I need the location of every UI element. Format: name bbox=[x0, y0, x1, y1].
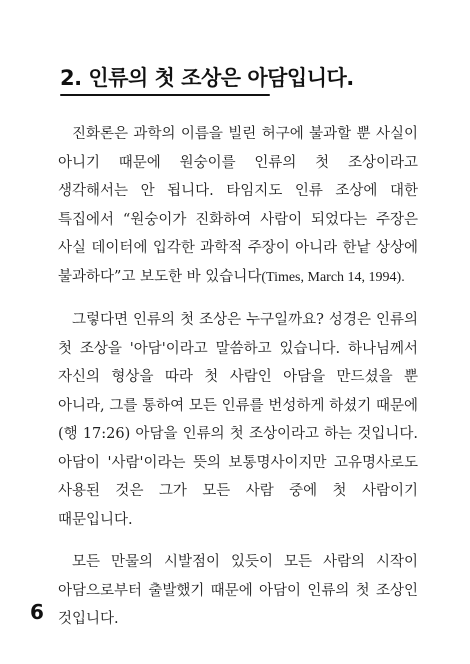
paragraph-2-text: 그렇다면 인류의 첫 조상은 누구일까요? 성경은 인류의 첫 조상을 '아담'이라고 말씀하고 있습니다. 하나님께서 자신의 형상을 따라 첫 사람인 아담을 만드셨을 뿐 아니라, 그를 통하여 모든 인류를 번성하게 하셨기 때문에(행 17:26) 아담을 인류의 첫 조상이라고 하는 것입니다. 아담이 '사람'이라는 뜻의 보통명사이지만 고유명사로도 사용된 것은 그가 모든 사람 중에 첫 사람이기 때문입니다. bbox=[58, 312, 418, 528]
paragraph-1 bbox=[58, 120, 418, 292]
paragraph-3 bbox=[58, 548, 418, 634]
heading-underline bbox=[60, 94, 270, 96]
body-text bbox=[58, 120, 418, 648]
paragraph-3-text: 모든 만물의 시발점이 있듯이 모든 사람의 시작이 아담으로부터 출발했기 때문에 아담이 인류의 첫 조상인 것입니다. bbox=[58, 554, 418, 627]
paragraph-1-citation: (Times, March 14, 1994). bbox=[261, 269, 405, 285]
paragraph-1-text: 진화론은 과학의 이름을 빌린 허구에 불과할 뿐 사실이 아니기 때문에 원숭이를 인류의 첫 조상이라고 생각해서는 안 됩니다. 타임지도 인류 조상에 대한 특집에서 “원숭이가 진화하여 사람이 되었다는 주장은 사실 데이터에 입각한 과학적 주장이 아니라 한낱 상상에 불과하다”고 보도한 바 있습니다 bbox=[58, 126, 418, 285]
section-heading: 2. 인류의 첫 조상은 아담입니다. bbox=[60, 66, 354, 90]
page-number: 6 bbox=[30, 600, 44, 624]
paragraph-2 bbox=[58, 306, 418, 534]
